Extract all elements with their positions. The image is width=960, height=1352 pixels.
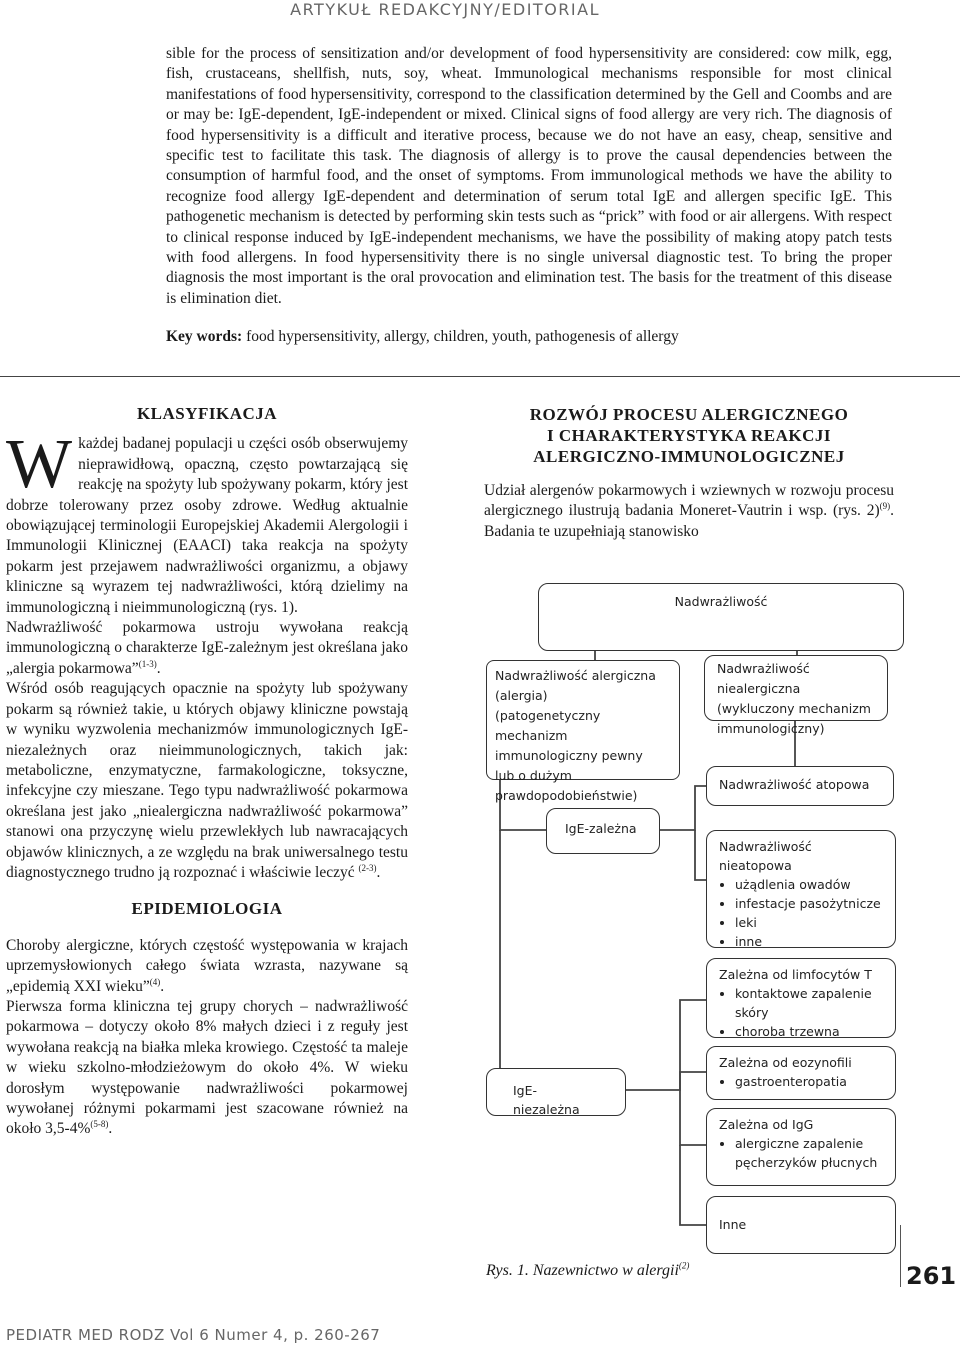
paragraph-allergy-def-text: Nadwrażliwość pokarmowa ustroju wywołana reakcją immunologiczną o charakterze IgE-zależnym jest określana jako „alergia pokarmowa” — [6, 619, 408, 677]
box-ige-independent — [486, 1068, 626, 1116]
keywords-label: Key words: — [166, 328, 243, 345]
box-list — [719, 875, 883, 951]
box-line: immunologiczny) — [717, 721, 825, 736]
box-label: IgE-niezależna — [513, 1083, 580, 1117]
figure-caption — [486, 1262, 689, 1280]
list-item: • choroba trzewna — [735, 1022, 883, 1041]
box-hypersensitivity — [538, 583, 904, 651]
box-other — [706, 1196, 896, 1254]
dropcap: W — [6, 426, 73, 504]
box-list — [719, 1134, 883, 1153]
paragraph-epidemic-text: Choroby alergiczne, których częstość występowania w krajach uprzemysłowionych całego świata wzrasta, nazywane są „epidemią XXI wieku” — [6, 936, 408, 995]
list-item: • gastroenteropatia — [735, 1072, 883, 1091]
box-allergic — [486, 660, 680, 803]
list-item: • kontaktowe zapalenie skóry — [735, 984, 883, 1022]
box-tcell — [706, 958, 896, 1038]
box-title: Nadwrażliwość nieatopowa — [719, 839, 812, 873]
citation: (2-3) — [358, 862, 377, 873]
box-list — [719, 1072, 883, 1091]
box-list — [719, 984, 883, 1041]
box-line: (patogenetyczny mechanizm — [495, 708, 601, 743]
box-line: immunologiczny pewny — [495, 748, 643, 763]
box-line: (wykluczony mechanizm — [717, 701, 871, 716]
paragraph-nonallergic-text: Wśród osób reagujących opacznie na spożyty lub spożywany pokarm są również takie, u których objawy kliniczne powstają w wyniku wyzwolenia mechanizmów immunologicznych IgE-niezależnych oraz nieimmunologicznych, takich jak: metaboliczne, enzymatyczne, farmakologiczne, toksyczne, infekcyjne czy mieszane. Tego typu nadwrażliwość pokarmowa określana jest jako „niealergiczna nadwrażliwość pokarmowa” stanowi ona przyczynę wielu przewlekłych lub nawracających objawów klinicznych, a ze względu na brak uniwersalnego testu diagnostycznego trudno ją rozpoznać i właściwie leczyć — [6, 680, 408, 881]
list-item: • inne — [735, 932, 883, 951]
connector-tcell — [625, 1000, 710, 1090]
page-number-rule — [900, 1225, 901, 1287]
box-line: lub o dużym — [495, 768, 572, 783]
journal-footer: PEDIATR MED RODZ Vol 6 Numer 4, p. 260-267 — [6, 1326, 381, 1344]
caption-text: Rys. 1. Nazewnictwo w alergii — [486, 1262, 679, 1279]
box-nonatopic — [706, 830, 896, 948]
list-item: • alergiczne zapalenie — [735, 1134, 883, 1153]
list-item-continued: pęcherzyków płucnych — [735, 1155, 878, 1170]
paragraph-allergens-end: . Badania te uzupełniają stanowisko — [484, 502, 894, 540]
list-item: • użądlenia owadów — [735, 875, 883, 894]
citation: (9) — [879, 501, 891, 512]
punct: . — [108, 1120, 113, 1138]
connector-allergic-igeindep — [488, 830, 500, 1090]
heading-epidemiologia: EPIDEMIOLOGIA — [131, 899, 283, 919]
heading-line: ROZWÓJ PROCESU ALERGICZNEGO — [529, 405, 849, 424]
box-ige-dependent — [546, 808, 660, 854]
punct: . — [160, 977, 165, 995]
box-label: IgE-zależna — [565, 821, 637, 836]
box-line: Nadwrażliwość niealergiczna — [717, 661, 810, 696]
citation: (2) — [678, 1260, 690, 1271]
box-igg — [706, 1108, 896, 1186]
citation: (5-8) — [90, 1119, 109, 1130]
box-eosinophil — [706, 1046, 896, 1100]
box-line: prawdopodobieństwie) — [495, 788, 638, 803]
list-item: • leki — [735, 913, 883, 932]
box-label: Nadwrażliwość — [674, 594, 768, 609]
paragraph-prevalence-text: Pierwsza forma kliniczna tej grupy chorych – nadwrażliwość pokarmowa – dotyczy około 8% małych dzieci i z reguły jest wywołana reakcją na białka mleka krowiego. Częstość ta maleje w wieku szkolno-młodzieżowym do około 4%. W wieku dorosłym występowanie nadwrażliwości pokarmowej wywołanej różnymi pokarmami jest szacowane również na około 3,5-4% — [6, 997, 408, 1138]
box-title: Zależna od IgG — [719, 1117, 814, 1132]
citation: (1-3) — [138, 658, 157, 669]
box-label: Inne — [719, 1217, 747, 1232]
heading-line: ALERGICZNO-IMMUNOLOGICZNEJ — [533, 447, 845, 466]
heading-klasyfikacja: KLASYFIKACJA — [136, 404, 278, 423]
box-title: Zależna od limfocytów T — [719, 967, 872, 982]
box-title: Zależna od eozynofili — [719, 1055, 852, 1070]
paragraph-allergens-text: Udział alergenów pokarmowych i wziewnych w rozwoju procesu alergicznego ilustrują badania Moneret-Vautrin i wsp. (rys. 2) — [484, 482, 894, 520]
heading-line: I CHARAKTERYSTYKA REAKCJI — [547, 426, 831, 445]
box-line: Nadwrażliwość alergiczna (alergia) — [495, 668, 656, 703]
punct: . — [376, 863, 381, 881]
abstract-text: sible for the process of sensitization and/or development of food hypersensitivity are considered: cow milk, egg, fish, crustaceans, shellfish, nuts, soy, wheat. Immunological mechanisms responsible for most clinical manifestations of food hypersensitivity, correspond to the classification determined by the Gell and Coombs and are or may be: IgE-dependent, IgE-independent or mixed. Clinical signs of food allergy are very rich. The diagnosis of food hypersensitivity is a difficult and iterative process, because we do not have an easy, cheap, sensitive and specific test to facilitate this task. The diagnosis of allergy is to prove the causal dependencies between the consumption of harmful food, and the onset of symptoms. From immunological methods we have the ability to recognize food allergy IgE-dependent and determination of serum total IgE and allergen specific IgE. This pathogenetic mechanism is detected by performing skin tests such as “prick” with food or air allergens. With respect to clinical response induced by IgE-independent mechanisms, we have the possibility of making atopy patch tests with food allergens. In food hypersensitivity there is no single universal diagnostic test. To bring the proper diagnosis the most important is the oral provocation and elimination test. The basis for the treatment of this disease is elimination diet. — [166, 45, 892, 307]
paragraph-intro-text: każdej badanej populacji u części osób obserwujemy nieprawidłową, opaczną, często powtarzającą się reakcję na spożyty lub spożywany pokarm, który jest dobrze tolerowany przez osoby zdrowe. Według aktualnie obowiązującej terminologii Europejskiej Akademii Alergologii i Immunologii Klinicznej (EAACI) taka reakcja na spożyty pokarm jest przejawem nadwrażliwości organizmu, a objawy kliniczne są wyrazem tej nadwrażliwości, którą dzielimy na immunologiczną i nieimmunologiczną (rys. 1). — [6, 435, 408, 616]
citation: (4) — [149, 976, 161, 987]
box-nonallergic — [704, 655, 888, 736]
page-number: 261 — [906, 1262, 957, 1290]
box-label: Nadwrażliwość atopowa — [719, 777, 870, 792]
box-atopic — [706, 766, 894, 806]
punct: . — [156, 659, 161, 677]
list-item: • infestacje pasożytnicze — [735, 894, 883, 913]
keywords-list: food hypersensitivity, allergy, children, youth, pathogenesis of allergy — [246, 328, 679, 345]
running-header: ARTYKUŁ REDAKCYJNY/EDITORIAL — [290, 0, 600, 19]
